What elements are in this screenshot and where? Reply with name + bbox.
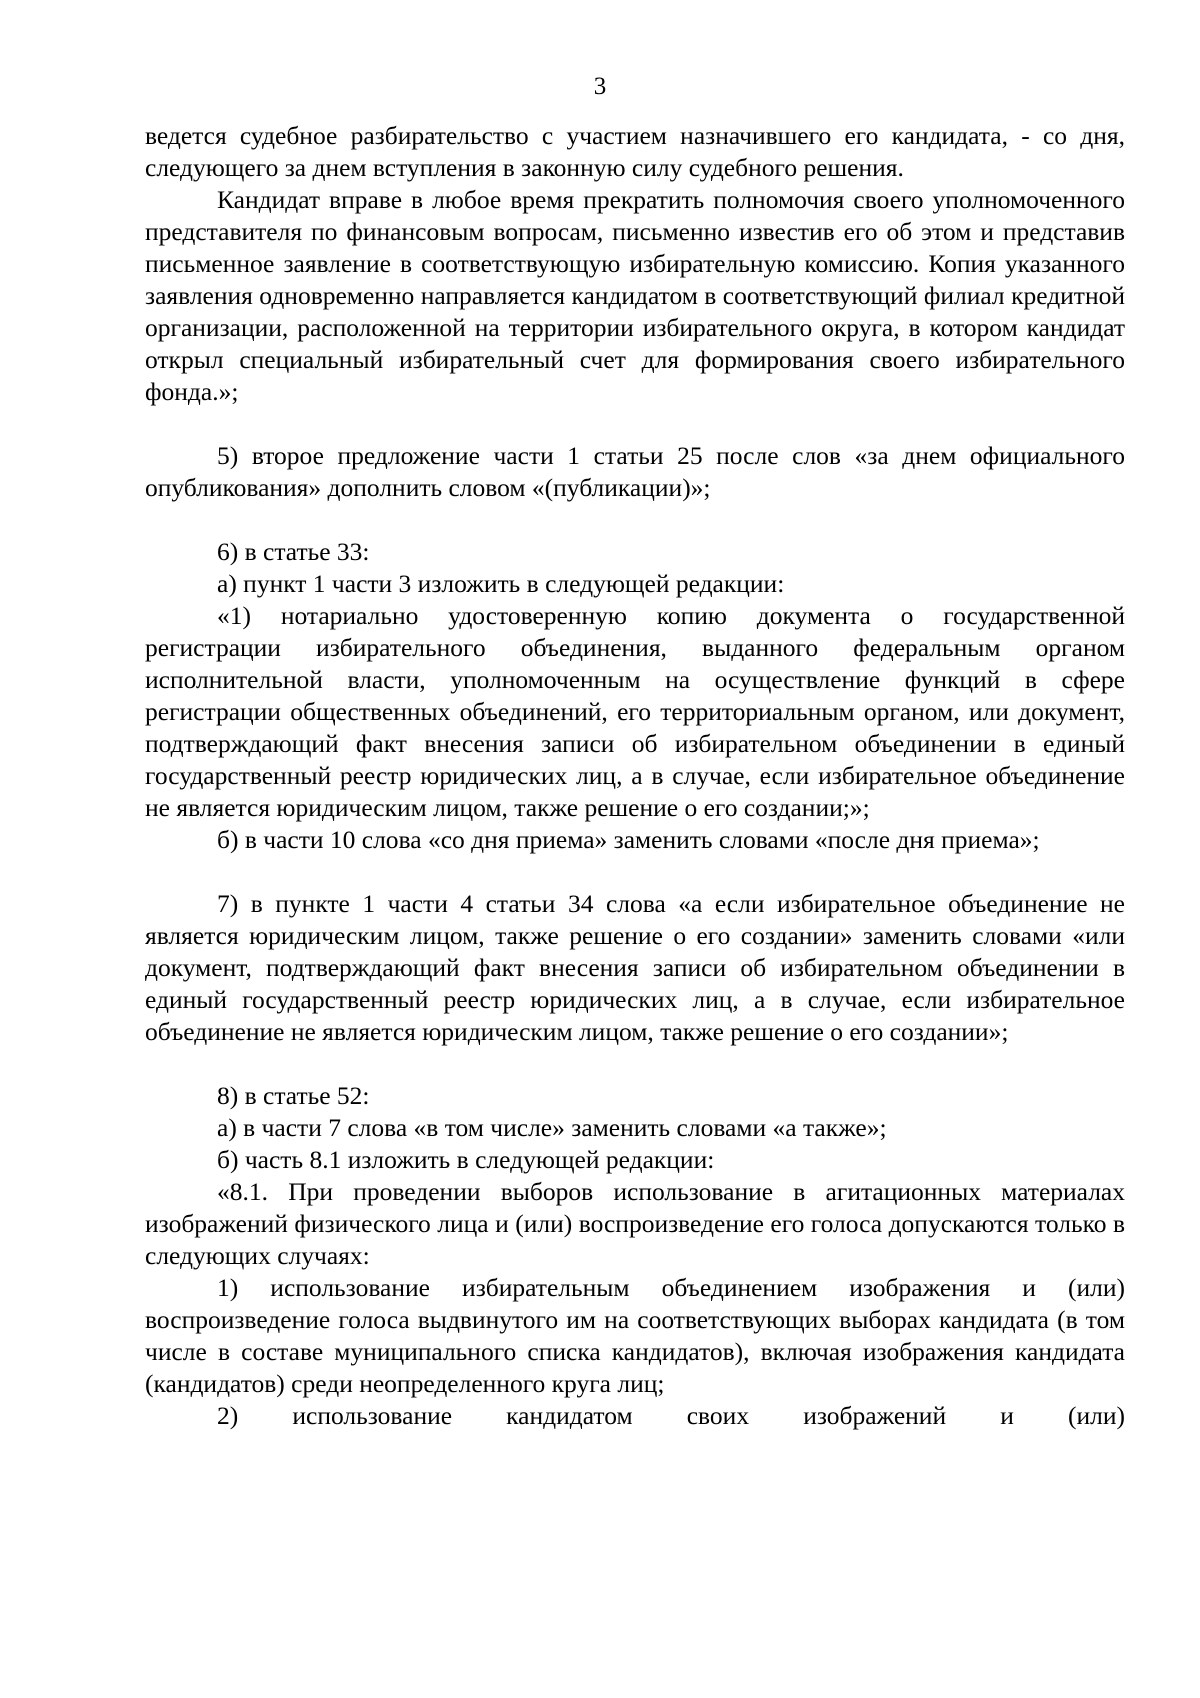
paragraph-item-8-1-2: 2) использование кандидатом своих изображений и (или) bbox=[217, 1401, 1125, 1430]
document-body bbox=[145, 120, 1125, 1432]
paragraph-item-8-1: «8.1. При проведении выборов использование в агитационных материалах изображений физического лица и (или) воспроизведение его голоса допускаются только в следующих случаях: bbox=[145, 1177, 1125, 1270]
paragraph-item-6a-text: «1) нотариально удостоверенную копию документа о государственной регистрации избирательного объединения, выданного федеральным органом исполнительной власти, уполномоченным на осуществление функций в сфере регистрации общественных объединений, его территориальным органом, или документ, подтверждающий факт внесения записи об избирательном объединении в единый государственный реестр юридических лиц, а в случае, если избирательное объединение не является юридическим лицом, также решение о его создании;»; bbox=[145, 601, 1125, 822]
paragraph-candidate-rights: Кандидат вправе в любое время прекратить полномочия своего уполномоченного представителя по финансовым вопросам, письменно известив его об этом и представив письменное заявление в соответствующую избирательную комиссию. Копия указанного заявления одновременно направляется кандидатом в соответствующий филиал кредитной организации, расположенной на территории избирательного округа, в котором кандидат открыл специальный избирательный счет для формирования своего избирательного фонда.»; bbox=[145, 185, 1125, 406]
paragraph-item-6: 6) в статье 33: bbox=[217, 537, 370, 566]
paragraph-item-7: 7) в пункте 1 части 4 статьи 34 слова «а если избирательное объединение не является юридическим лицом, также решение о его создании» заменить словами «или документ, подтверждающий факт внесения записи об избирательном объединении в единый государственный реестр юридических лиц, а в случае, если избирательное объединение не является юридическим лицом, также решение о его создании»; bbox=[145, 889, 1125, 1046]
page-number: 3 bbox=[593, 73, 607, 100]
paragraph-continuation: ведется судебное разбирательство с участием назначившего его кандидата, - со дня, следующего за днем вступления в законную силу судебного решения. bbox=[145, 121, 1125, 182]
paragraph-item-8-1-1: 1) использование избирательным объединением изображения и (или) воспроизведение голоса выдвинутого им на соответствующих выборах кандидата (в том числе в составе муниципального списка кандидатов), включая изображения кандидата (кандидатов) среди неопределенного круга лиц; bbox=[145, 1273, 1125, 1398]
paragraph-item-5: 5) второе предложение части 1 статьи 25 после слов «за днем официального опубликования» дополнить словом «(публикации)»; bbox=[145, 441, 1125, 502]
paragraph-item-6b: б) в части 10 слова «со дня приема» заменить словами «после дня приема»; bbox=[217, 825, 1040, 854]
paragraph-item-8b: б) часть 8.1 изложить в следующей редакции: bbox=[217, 1145, 715, 1174]
paragraph-item-8: 8) в статье 52: bbox=[217, 1081, 370, 1110]
paragraph-item-8a: а) в части 7 слова «в том числе» заменить словами «а также»; bbox=[217, 1113, 887, 1142]
paragraph-item-6a: а) пункт 1 части 3 изложить в следующей редакции: bbox=[217, 569, 785, 598]
